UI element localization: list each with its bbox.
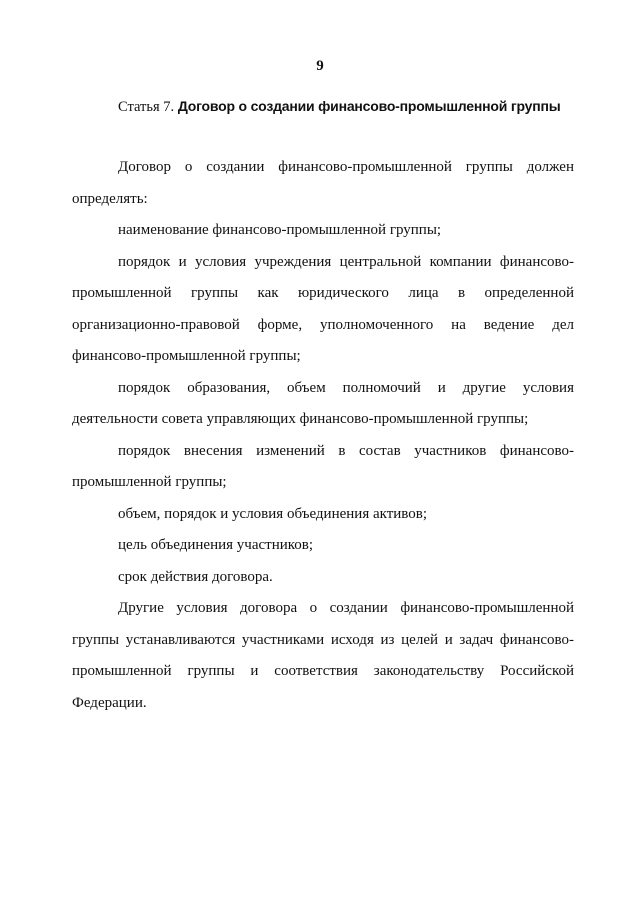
paragraph-other-conditions: Другие условия договора о создании финансово-промышленной группы устанавливаются участниками исходя из целей и задач финансово-промышленной группы и соответствия законодательству Российской Федерации.: [72, 600, 574, 711]
paragraph-item-central-company: порядок и условия учреждения центральной компании финансово-промышленной группы как юридического лица в определенной организационно-правовой форме, уполномоченного на ведение дел финансово-промышленной группы;: [72, 253, 574, 364]
article-label: Статья 7.: [118, 99, 175, 115]
paragraph-item-term: срок действия договора.: [118, 568, 273, 585]
page-number: 9: [316, 58, 324, 74]
article-body: [72, 152, 574, 719]
paragraph-item-council: порядок образования, объем полномочий и другие условия деятельности совета управляющих финансово-промышленной группы;: [72, 379, 574, 427]
article-heading: [118, 98, 598, 116]
paragraph-item-goal: цель объединения участников;: [118, 537, 314, 553]
paragraph-intro: Договор о создании финансово-промышленной группы должен определять:: [72, 159, 574, 207]
article-title: Договор о создании финансово-промышленной группы: [177, 98, 561, 114]
paragraph-item-membership-changes: порядок внесения изменений в состав участников финансово-промышленной группы;: [72, 442, 574, 490]
paragraph-item-assets: объем, порядок и условия объединения активов;: [118, 505, 428, 522]
paragraph-item-name: наименование финансово-промышленной группы;: [118, 222, 442, 238]
